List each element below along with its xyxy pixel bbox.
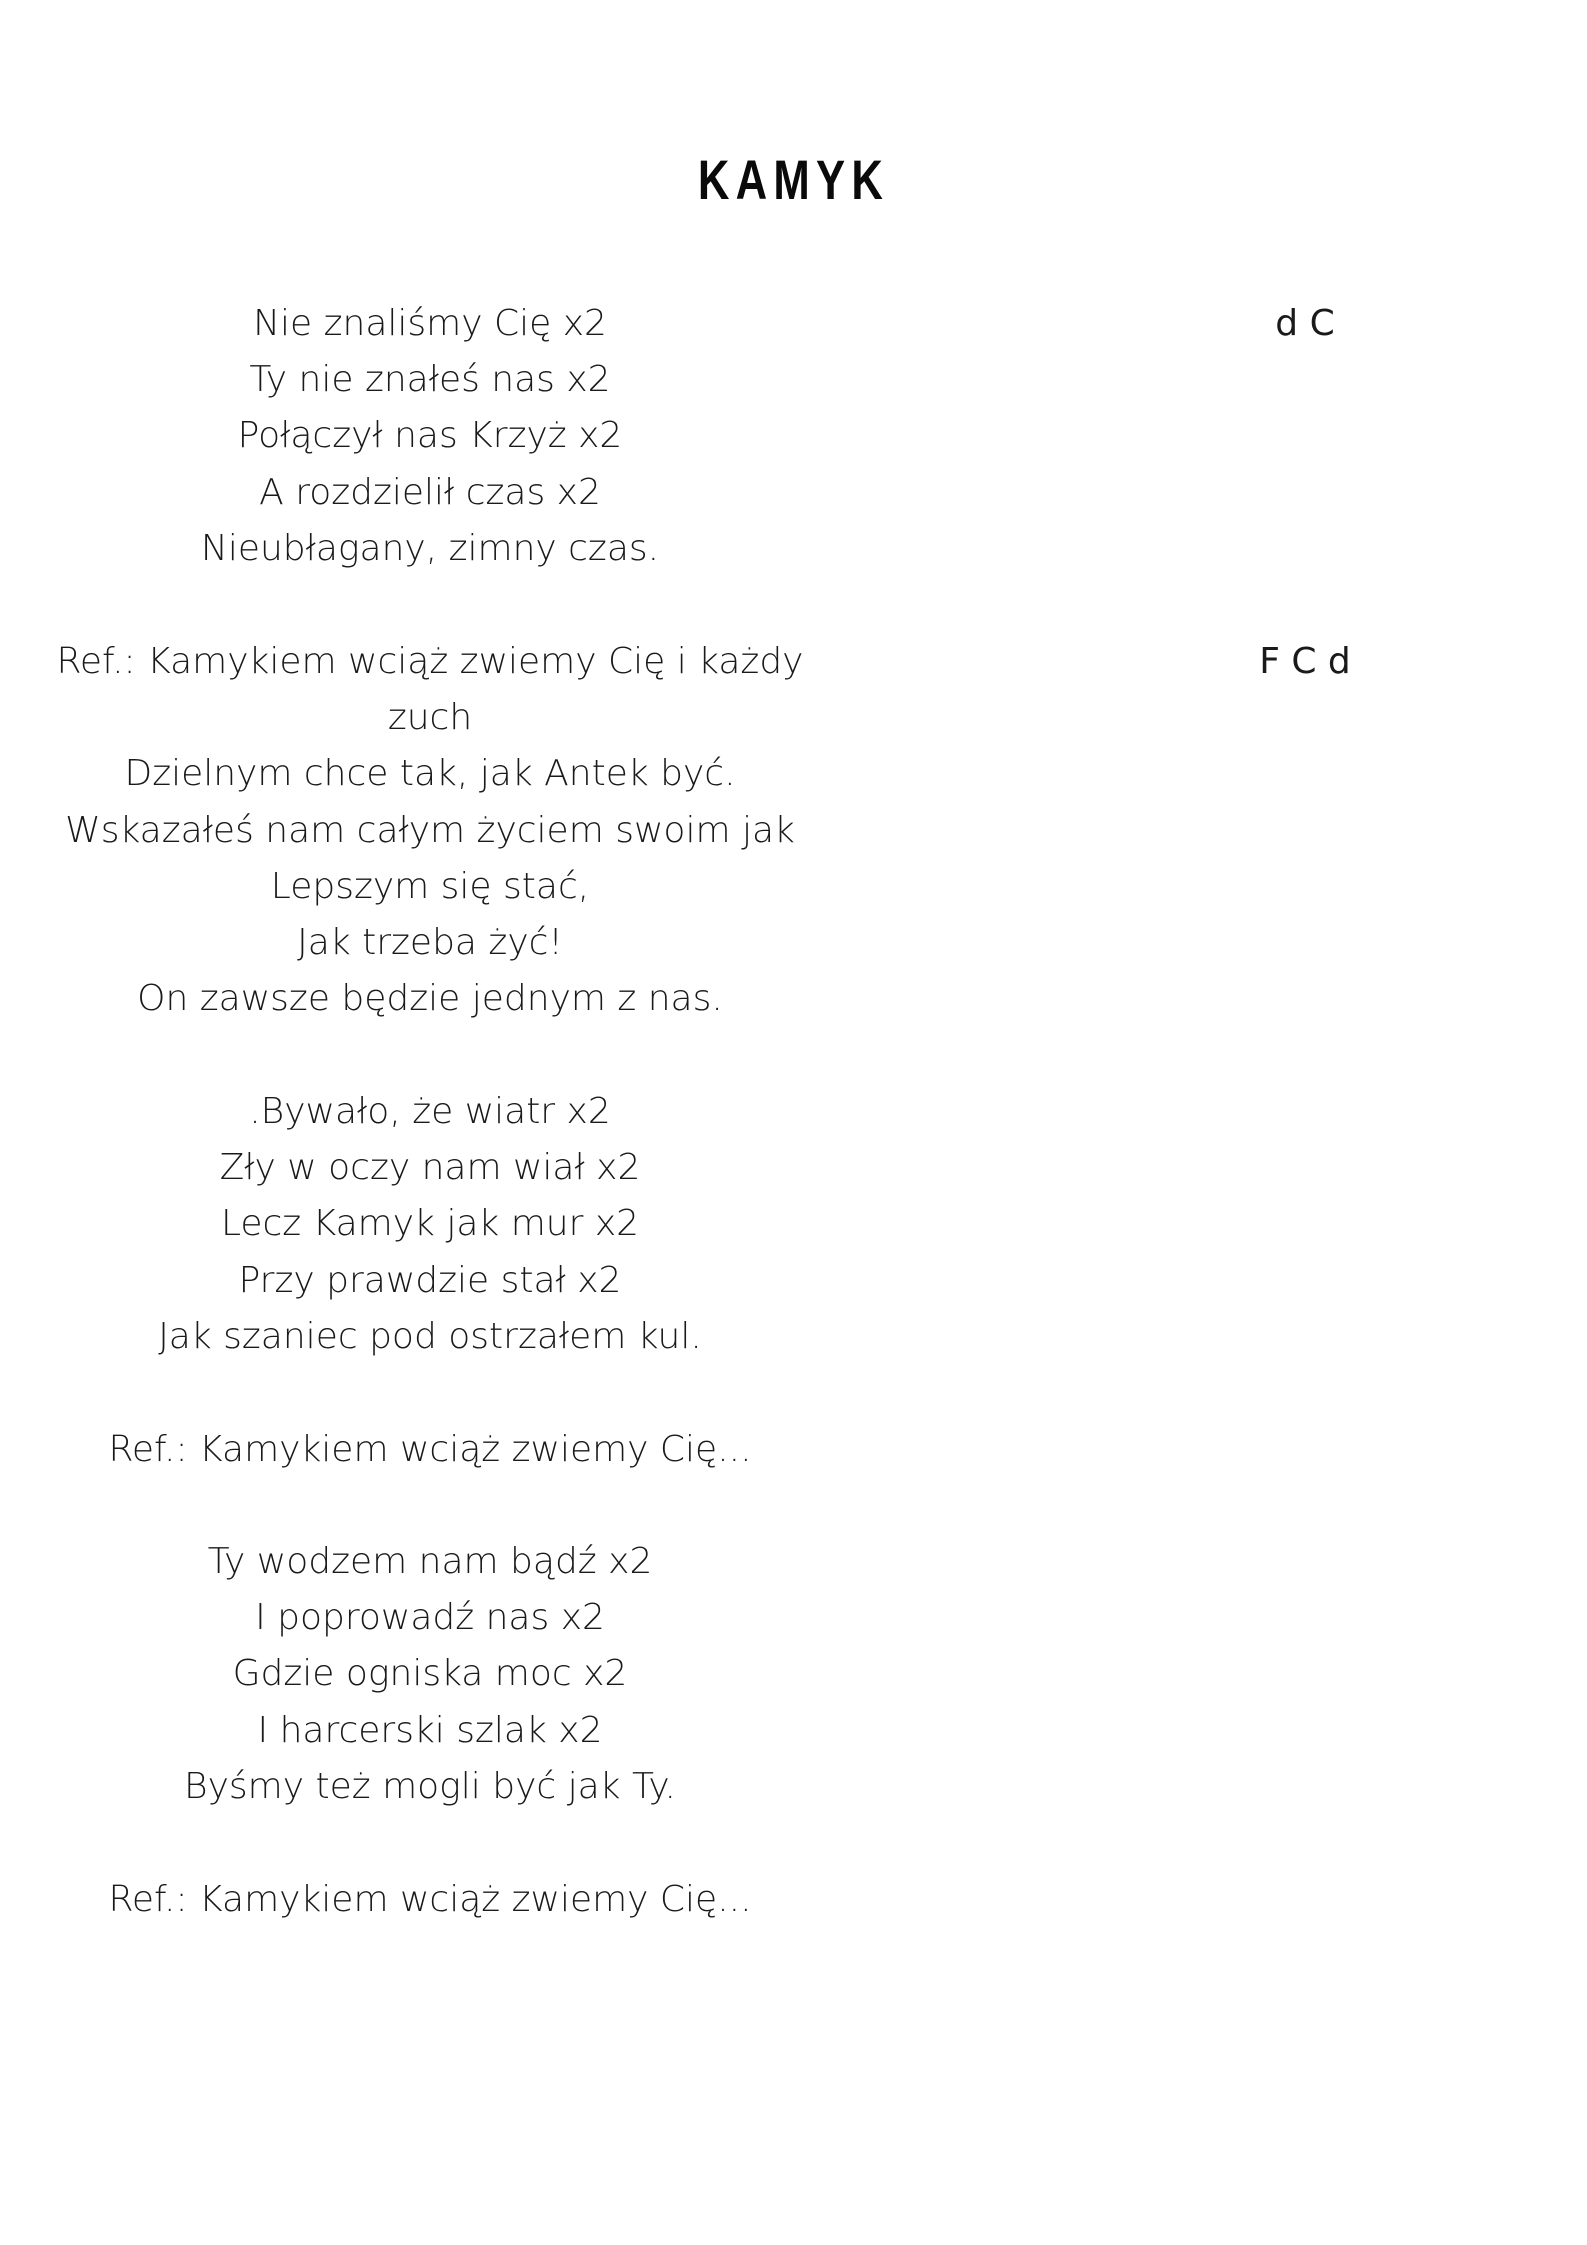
song-title: KAMYK	[697, 148, 890, 211]
verse-2	[40, 1084, 820, 1365]
verse-3	[40, 1534, 820, 1815]
lyric-line: zuch	[387, 697, 473, 739]
lyric-line: Byśmy też mogli być jak Ty.	[184, 1765, 676, 1807]
lyric-line: Dzielnym chce tak, jak Antek być.	[124, 753, 736, 795]
lyric-line: Ty wodzem nam bądź x2	[207, 1541, 653, 1582]
lyric-line: Ref.: Kamykiem wciąż zwiemy Cię...	[108, 1879, 752, 1920]
chorus-chords: F C d	[1259, 641, 1351, 682]
lyric-line: Ref.: Kamykiem wciąż zwiemy Cię...	[108, 1429, 752, 1470]
lyric-line: Jak trzeba żyć!	[297, 922, 563, 964]
lyric-line: Lecz Kamyk jak mur x2	[220, 1203, 640, 1245]
lyric-line: Ref.: Kamykiem wciąż zwiemy Cię i każdy	[56, 641, 804, 682]
lyric-line: Przy prawdzie stał x2	[238, 1259, 622, 1301]
lyric-line: Jak szaniec pod ostrzałem kul.	[158, 1315, 702, 1357]
verse-1	[40, 296, 820, 577]
lyric-line: Ty nie znałeś nas x2	[249, 359, 611, 401]
lyric-line: Lepszym się stać,	[270, 865, 590, 907]
lyric-line: I poprowadź nas x2	[255, 1597, 605, 1639]
lyric-line: On zawsze będzie jednym z nas.	[137, 978, 723, 1020]
lyric-line: I harcerski szlak x2	[257, 1709, 603, 1751]
chorus-repeat-1	[40, 1422, 820, 1478]
lyric-line: Zły w oczy nam wiał x2	[219, 1147, 641, 1189]
chorus	[40, 634, 820, 1027]
lyric-line: Połączył nas Krzyż x2	[237, 415, 623, 457]
lyric-line: Wskazałeś nam całym życiem swoim jak	[65, 809, 795, 851]
lyric-line: Nieubłagany, zimny czas.	[200, 527, 660, 569]
verse-1-chords: d C	[1275, 303, 1335, 344]
lyric-line: A rozdzielił czas x2	[259, 471, 601, 513]
lyric-line: Gdzie ogniska moc x2	[232, 1653, 628, 1695]
lyric-line: .Bywało, że wiatr x2	[249, 1091, 611, 1132]
chorus-repeat-2	[40, 1872, 820, 1928]
lyric-line: Nie znaliśmy Cię x2	[253, 303, 607, 344]
